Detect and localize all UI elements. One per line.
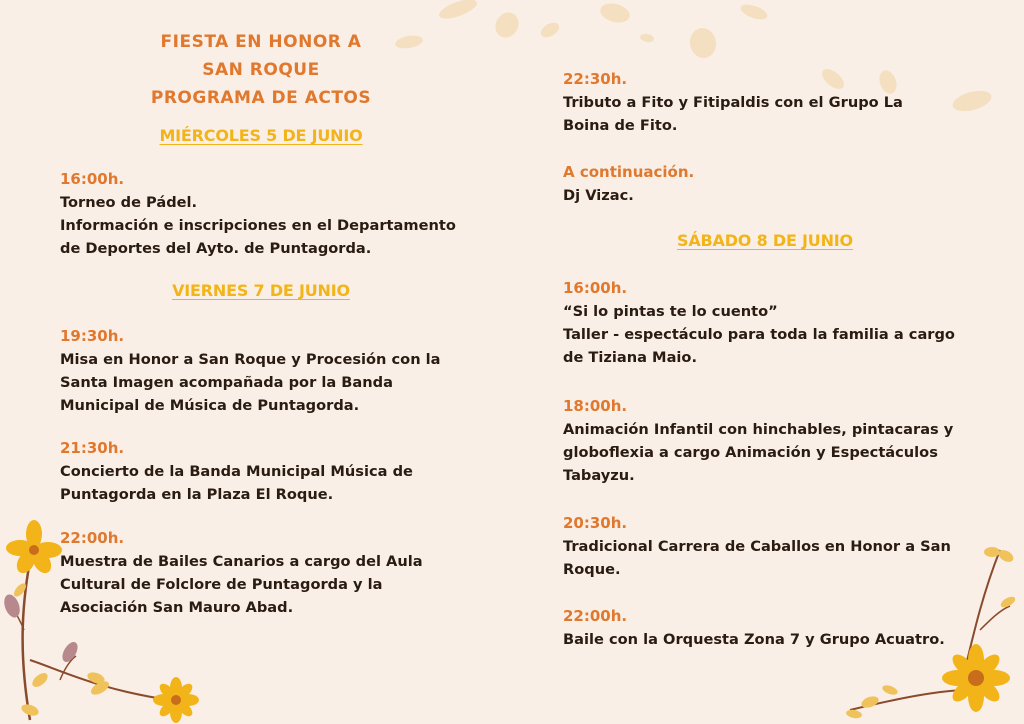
event-miercoles-1600 bbox=[60, 168, 490, 260]
title-line-2: SAN ROQUE bbox=[202, 60, 320, 80]
event-viernes-2200 bbox=[60, 527, 490, 619]
day-heading-sabado: SÁBADO 8 DE JUNIO bbox=[677, 231, 853, 250]
event-time: 19:30h. bbox=[60, 327, 125, 345]
petal-decoration bbox=[639, 33, 654, 43]
event-sabado-2200 bbox=[563, 605, 1003, 651]
event-description: Tributo a Fito y Fitipaldis con el Grupo La Boina de Fito. bbox=[563, 94, 903, 134]
event-description: Torneo de Pádel. Información e inscripciones en el Departamento de Deportes del Ayto. de Puntagorda. bbox=[60, 194, 456, 257]
petal-decoration bbox=[538, 20, 561, 40]
event-sabado-1800 bbox=[563, 395, 1003, 487]
event-time: A continuación. bbox=[563, 163, 695, 181]
event-viernes-2230 bbox=[563, 68, 1003, 137]
event-viernes-1930 bbox=[60, 325, 490, 417]
event-description: Animación Infantil con hinchables, pintacaras y globoflexia a cargo Animación y Espectáculos Tabayzu. bbox=[563, 421, 954, 484]
event-sabado-2030 bbox=[563, 512, 1003, 581]
title-line-1: FIESTA EN HONOR A bbox=[160, 32, 362, 52]
petal-decoration bbox=[739, 2, 769, 23]
event-description: Dj Vizac. bbox=[563, 187, 634, 204]
event-viernes-2130 bbox=[60, 437, 490, 506]
event-time: 20:30h. bbox=[563, 514, 628, 532]
petal-decoration bbox=[491, 8, 523, 42]
event-time: 22:00h. bbox=[563, 607, 628, 625]
event-description: Tradicional Carrera de Caballos en Honor a San Roque. bbox=[563, 538, 951, 578]
event-time: 18:00h. bbox=[563, 397, 628, 415]
event-description: Muestra de Bailes Canarios a cargo del Aula Cultural de Folclore de Puntagorda y la Asociación San Mauro Abad. bbox=[60, 553, 423, 616]
day-heading-miercoles: MIÉRCOLES 5 DE JUNIO bbox=[159, 126, 363, 145]
day-heading-viernes: VIERNES 7 DE JUNIO bbox=[172, 281, 350, 300]
program-title bbox=[96, 28, 426, 112]
event-time: 16:00h. bbox=[60, 170, 125, 188]
event-description: Baile con la Orquesta Zona 7 y Grupo Acuatro. bbox=[563, 631, 945, 648]
petal-decoration bbox=[688, 26, 719, 60]
event-sabado-1600 bbox=[563, 277, 1003, 369]
event-description: Concierto de la Banda Municipal Música de Puntagorda en la Plaza El Roque. bbox=[60, 463, 413, 503]
event-time: 22:00h. bbox=[60, 529, 125, 547]
petal-decoration bbox=[598, 0, 632, 25]
title-line-3: PROGRAMA DE ACTOS bbox=[150, 88, 372, 108]
petal-decoration bbox=[437, 0, 479, 22]
event-time: 22:30h. bbox=[563, 70, 628, 88]
event-description: “Si lo pintas te lo cuento” Taller - espectáculo para toda la familia a cargo de Tiziana Maio. bbox=[563, 303, 955, 366]
event-time: 16:00h. bbox=[563, 279, 628, 297]
event-description: Misa en Honor a San Roque y Procesión con la Santa Imagen acompañada por la Banda Municipal de Música de Puntagorda. bbox=[60, 351, 441, 414]
event-time: 21:30h. bbox=[60, 439, 125, 457]
event-viernes-a-continuacion bbox=[563, 161, 1003, 207]
